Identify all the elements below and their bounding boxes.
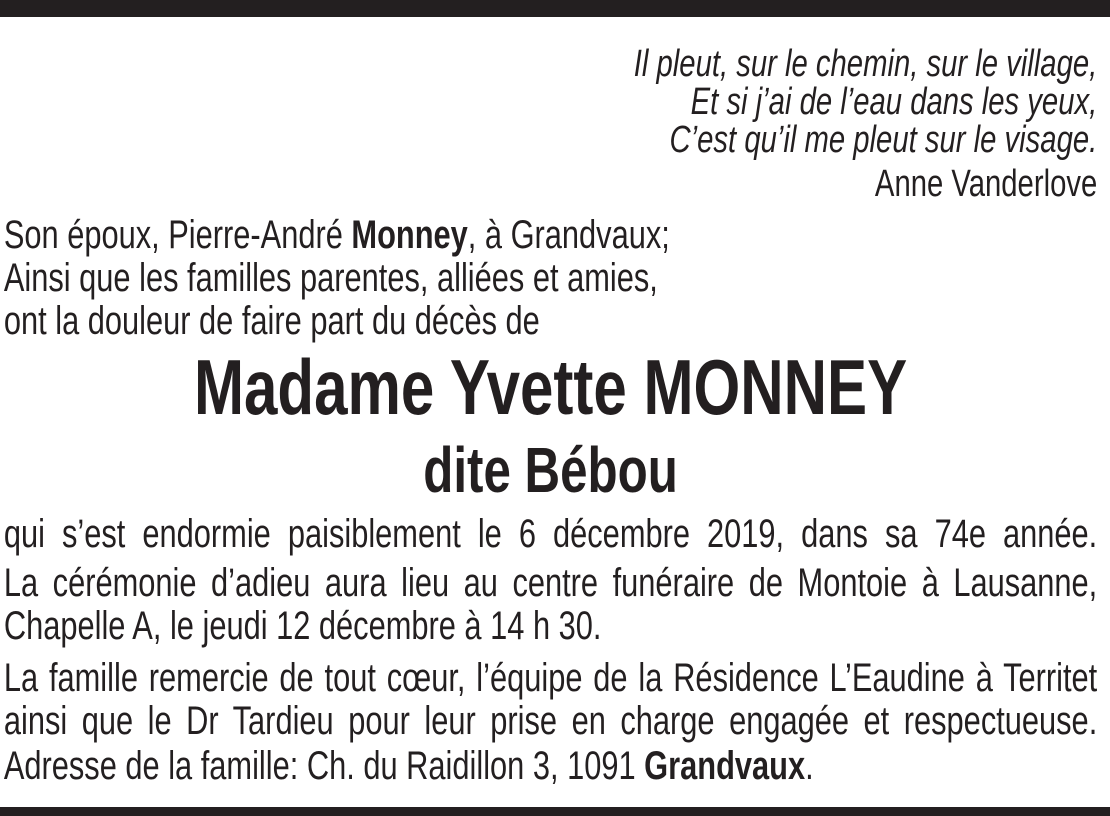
thanks-line-1: La famille remercie de tout cœur, l’équipe de la Résidence L’Eaudine à Territet	[3, 656, 1098, 700]
family-line-1-prefix: Son époux, Pierre-André	[3, 213, 352, 257]
ceremony-info	[4, 562, 1097, 648]
notice-content	[0, 45, 1110, 788]
epigraph-poem	[4, 45, 1097, 203]
top-border-rule	[0, 0, 1110, 17]
address-suffix: .	[805, 744, 814, 788]
family-line-1	[4, 214, 1097, 257]
address-town-bold: Grandvaux	[644, 744, 806, 788]
thanks-line-2: ainsi que le Dr Tardieu pour leur prise en charge engagée et respectueuse.	[3, 699, 1098, 743]
address-prefix: Adresse de la famille: Ch. du Raidillon 3, 1091	[3, 744, 645, 788]
family-announcement	[4, 214, 1097, 343]
poem-line-2: Et si j’ai de l’eau dans les yeux,	[690, 81, 1098, 123]
death-statement: qui s’est endormie paisiblement le 6 décembre 2019, dans sa 74e année.	[3, 512, 1098, 556]
poem-author: Anne Vanderlove	[874, 163, 1098, 205]
family-address	[4, 745, 1097, 788]
family-line-2: Ainsi que les familles parentes, alliées et amies,	[3, 256, 658, 300]
family-line-1-suffix: , à Grandvaux;	[467, 213, 670, 257]
poem-line-3: C’est qu’il me pleut sur le visage.	[669, 119, 1098, 161]
deceased-nickname: dite Bébou	[423, 434, 678, 506]
deceased-name-title: Madame Yvette MONNEY	[193, 343, 908, 431]
family-line-3: ont la douleur de faire part du décès de	[3, 299, 540, 343]
family-surname-bold: Monney	[351, 213, 468, 257]
ceremony-line-2: Chapelle A, le jeudi 12 décembre à 14 h 30.	[3, 604, 602, 648]
poem-line-1: Il pleut, sur le chemin, sur le village,	[633, 43, 1098, 85]
bottom-border-rule	[0, 807, 1110, 816]
ceremony-line-1: La cérémonie d’adieu aura lieu au centre funéraire de Montoie à Lausanne,	[3, 561, 1098, 605]
family-thanks	[4, 657, 1097, 743]
